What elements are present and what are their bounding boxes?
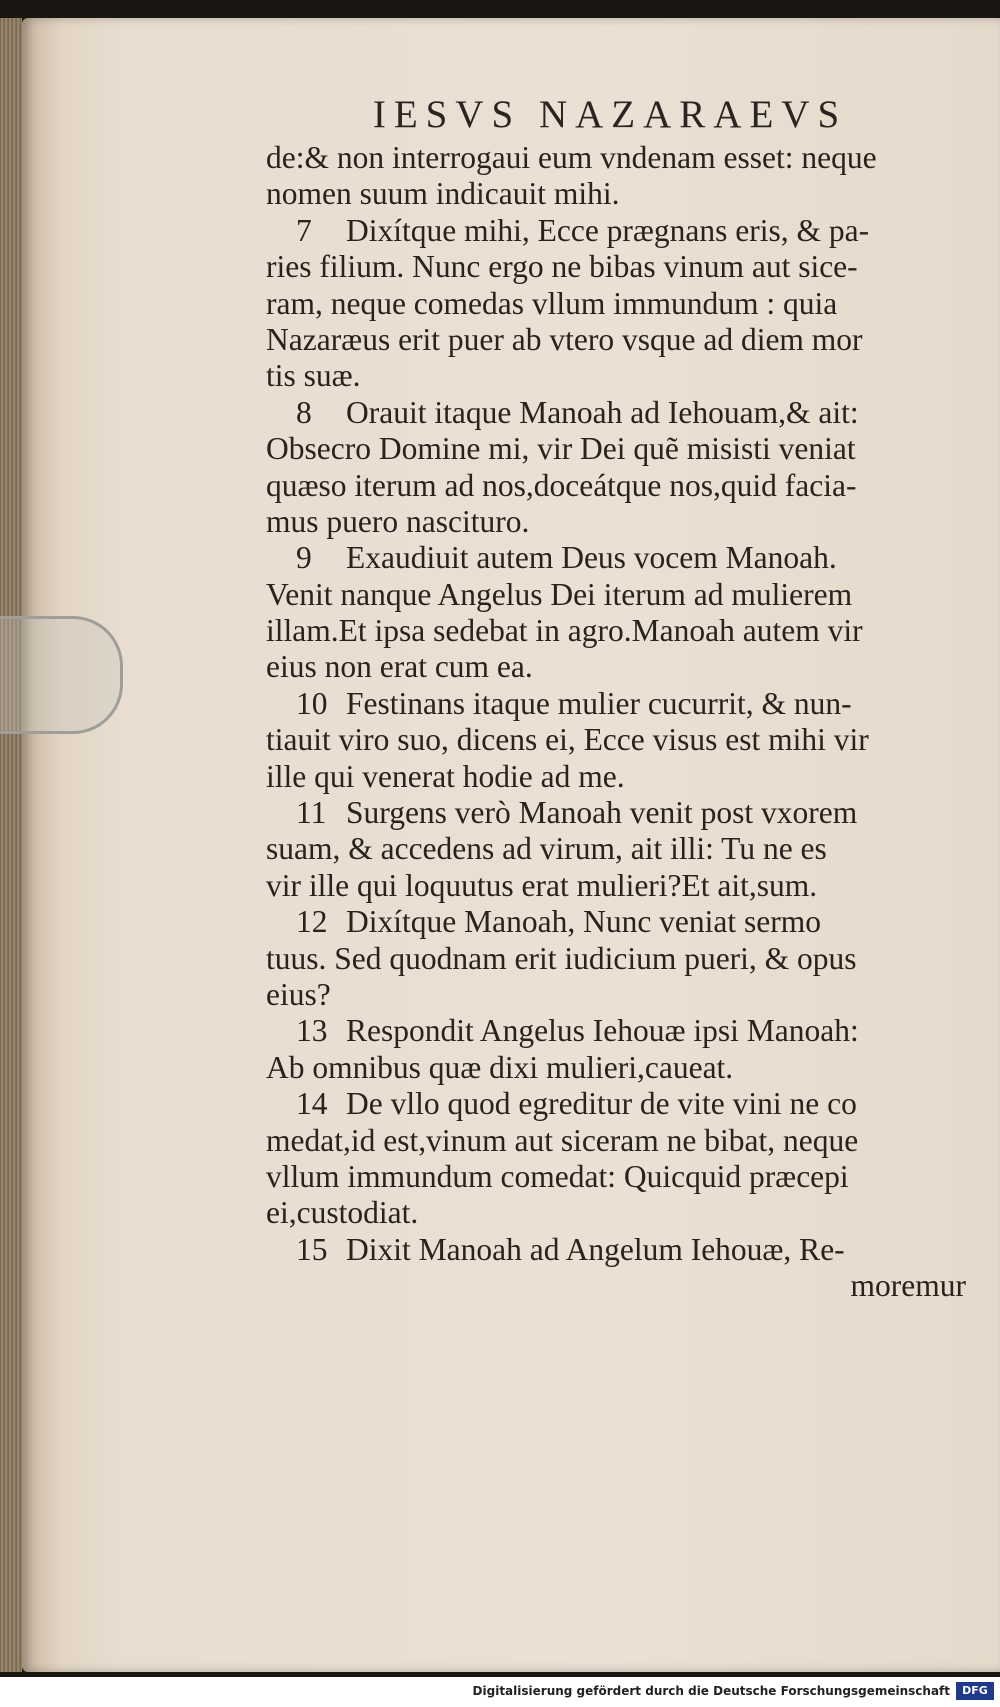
- text-line: [266, 431, 966, 467]
- line-text: vllum immundum comedat: Quicquid præcepi: [266, 1158, 849, 1194]
- text-line: [266, 686, 966, 722]
- line-text: medat,id est,vinum aut siceram ne bibat, neque: [266, 1122, 859, 1158]
- footer-credit: Digitalisierung gefördert durch die Deutsche Forschungsgemeinschaft: [472, 1684, 950, 1698]
- verse-number: 10: [296, 685, 328, 721]
- line-text: mus puero nascituro.: [266, 503, 530, 539]
- footer-bar: [0, 1677, 1000, 1707]
- text-line: [266, 358, 966, 394]
- verse-number: 7: [296, 212, 312, 248]
- text-line: [266, 540, 966, 576]
- dfg-logo: DFG: [956, 1682, 994, 1700]
- text-line: [266, 1123, 966, 1159]
- verse-number: 9: [296, 540, 312, 576]
- book-edge: [0, 18, 22, 1672]
- text-line: [266, 176, 966, 212]
- text-line: [266, 1232, 966, 1268]
- verse-number: 8: [296, 394, 312, 430]
- text-block: [266, 140, 966, 1305]
- text-line: [266, 613, 966, 649]
- text-line: [266, 1159, 966, 1195]
- line-text: Dixit Manoah ad Angelum Iehouæ, Re-: [346, 1231, 845, 1267]
- line-text: Venit nanque Angelus Dei iterum ad mulierem: [266, 576, 853, 612]
- text-line: [266, 904, 966, 940]
- line-text: eius?: [266, 976, 331, 1012]
- line-text: illam.Et ipsa sedebat in agro.Manoah autem vir: [266, 613, 863, 649]
- text-line: [266, 1195, 966, 1231]
- verse-number: 11: [296, 795, 327, 831]
- line-text: De vllo quod egreditur de vite vini ne co: [346, 1086, 857, 1122]
- line-text: vir ille qui loquutus erat mulieri?Et ait,sum.: [266, 867, 818, 903]
- line-text: Orauit itaque Manoah ad Iehouam,& ait:: [346, 394, 859, 430]
- text-line: [266, 1013, 966, 1049]
- page-clip: [0, 616, 123, 734]
- line-text: Respondit Angelus Iehouæ ipsi Manoah:: [346, 1013, 859, 1049]
- line-text: Dixítque Manoah, Nunc veniat sermo: [346, 904, 822, 940]
- verse-number: 12: [296, 904, 328, 940]
- text-line: [266, 759, 966, 795]
- line-text: tuus. Sed quodnam erit iudicium pueri, & opus: [266, 940, 857, 976]
- text-line: [266, 977, 966, 1013]
- line-text: Nazaræus erit puer ab vtero vsque ad diem mor: [266, 321, 863, 357]
- text-line: [266, 468, 966, 504]
- line-text: ries filium. Nunc ergo ne bibas vinum aut sice-: [266, 249, 858, 285]
- text-line: [266, 286, 966, 322]
- line-text: ram, neque comedas vllum immundum : quia: [266, 285, 838, 321]
- text-line: [266, 577, 966, 613]
- text-line: [266, 722, 966, 758]
- line-text: Surgens verò Manoah venit post vxorem: [346, 795, 858, 831]
- text-line: [266, 213, 966, 249]
- line-text: Dixítque mihi, Ecce prægnans eris, & pa-: [346, 212, 870, 248]
- line-text: Ab omnibus quæ dixi mulieri,caueat.: [266, 1049, 734, 1085]
- text-line: [266, 1050, 966, 1086]
- text-line: [266, 868, 966, 904]
- text-line: [266, 322, 966, 358]
- text-line: [266, 831, 966, 867]
- line-text: tiauit viro suo, dicens ei, Ecce visus est mihi vir: [266, 722, 869, 758]
- catchword: moremur: [850, 1268, 966, 1304]
- line-text: tis suæ.: [266, 358, 361, 394]
- line-text: Exaudiuit autem Deus vocem Manoah.: [346, 540, 837, 576]
- verse-number: 15: [296, 1231, 328, 1267]
- text-line: [266, 504, 966, 540]
- verse-number: 13: [296, 1013, 328, 1049]
- line-text: Obsecro Domine mi, vir Dei quẽ misisti veniat: [266, 431, 856, 467]
- line-text: ille qui venerat hodie ad me.: [266, 758, 625, 794]
- text-line: [266, 395, 966, 431]
- text-line: [266, 140, 966, 176]
- line-text: nomen suum indicauit mihi.: [266, 176, 620, 212]
- text-line: [266, 941, 966, 977]
- line-text: suam, & accedens ad virum, ait illi: Tu ne es: [266, 831, 827, 867]
- text-line: [266, 795, 966, 831]
- text-line: [266, 1086, 966, 1122]
- verse-number: 14: [296, 1086, 328, 1122]
- line-text: quæso iterum ad nos,doceátque nos,quid facia-: [266, 467, 857, 503]
- line-text: ei,custodiat.: [266, 1195, 419, 1231]
- running-header: IESVS NAZARAEVS: [372, 93, 848, 136]
- text-line: [266, 649, 966, 685]
- line-text: de:& non interrogaui eum vndenam esset: neque: [266, 140, 877, 175]
- text-line: [266, 249, 966, 285]
- line-text: eius non erat cum ea.: [266, 649, 533, 685]
- line-text: Festinans itaque mulier cucurrit, & nun-: [346, 685, 852, 721]
